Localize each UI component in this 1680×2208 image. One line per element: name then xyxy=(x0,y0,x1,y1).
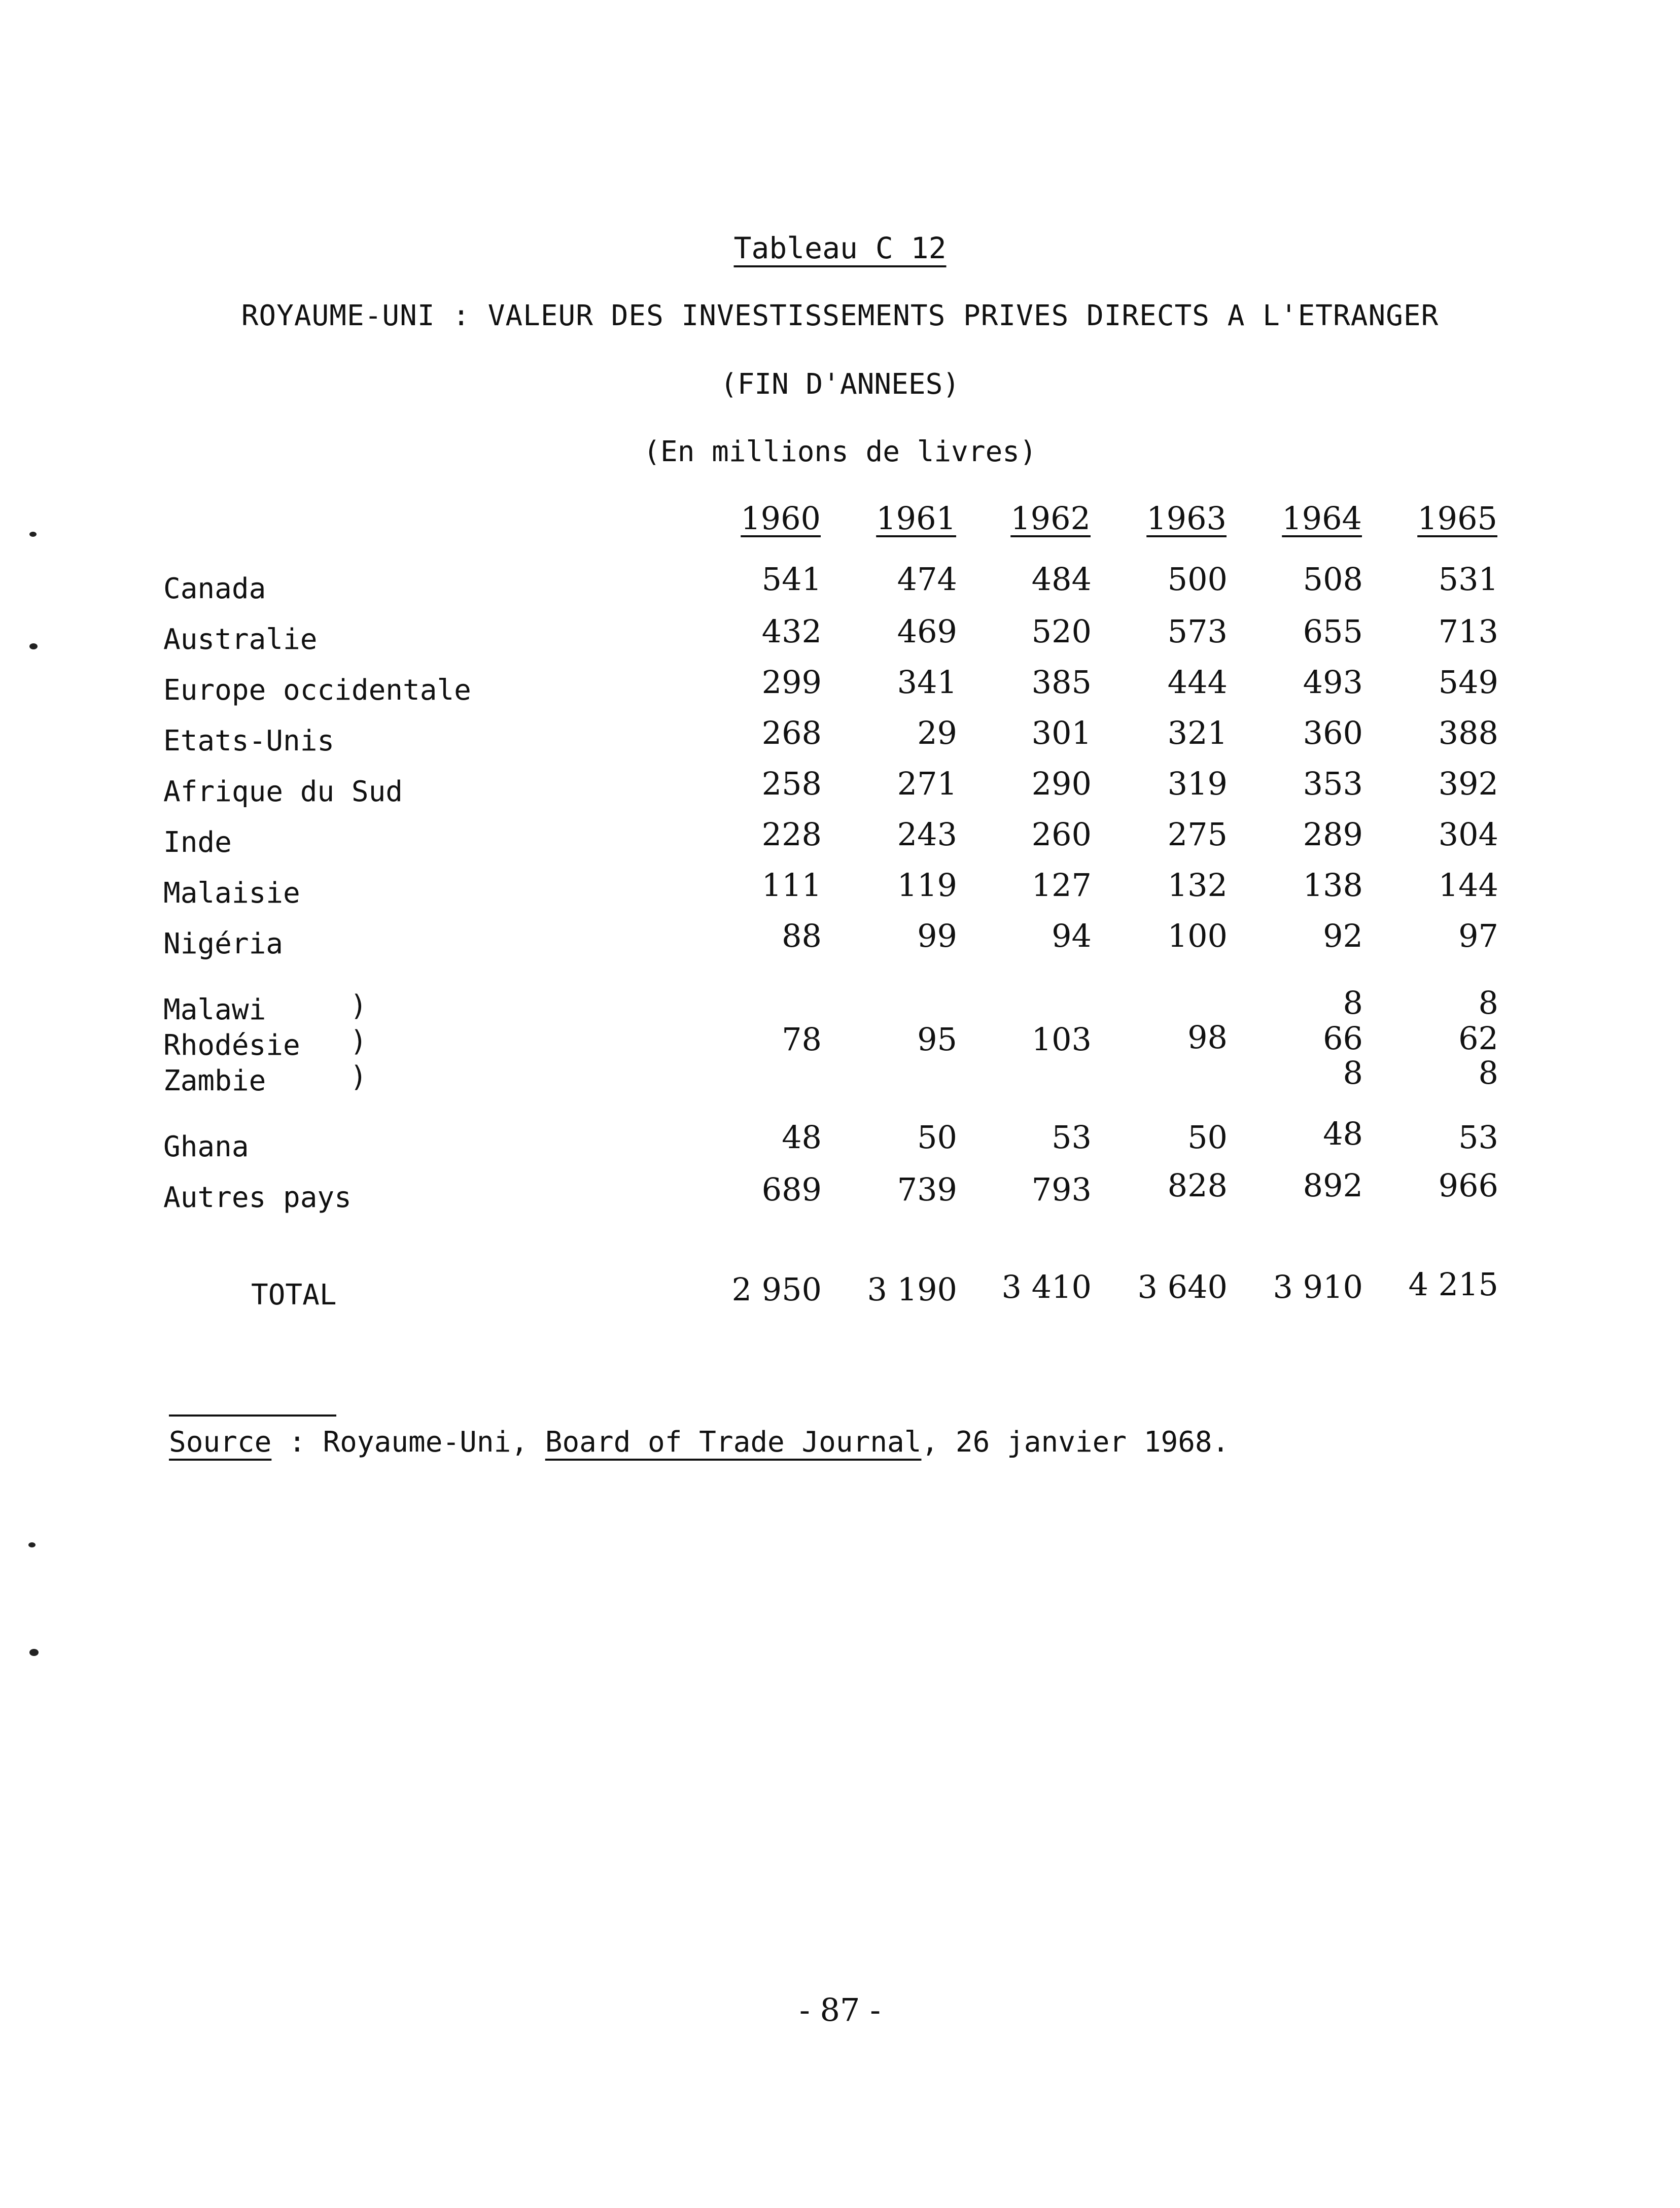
row-label-afrique-du-sud: Afrique du Sud xyxy=(163,775,403,808)
table-cell: 100 xyxy=(1167,917,1228,954)
table-cell: 360 xyxy=(1303,714,1363,751)
table-cell: 549 xyxy=(1438,664,1498,701)
table-cell: 966 xyxy=(1438,1167,1498,1204)
table-cell: 301 xyxy=(1031,714,1092,751)
table-cell: 290 xyxy=(1031,765,1092,802)
scan-mark xyxy=(29,1649,39,1656)
table-cell: 484 xyxy=(1031,561,1092,598)
table-cell: 385 xyxy=(1031,664,1092,701)
table-cell: 98 xyxy=(1187,1019,1228,1056)
table-cell: 228 xyxy=(761,816,822,853)
table-cell: 29 xyxy=(917,714,957,751)
table-cell: 271 xyxy=(897,765,957,802)
total-cell: 4 215 xyxy=(1408,1266,1498,1303)
table-cell: 103 xyxy=(1031,1021,1092,1058)
table-cell: 793 xyxy=(1031,1171,1092,1208)
total-cell: 3 910 xyxy=(1273,1268,1363,1305)
row-label-nigeria: Nigéria xyxy=(163,927,284,960)
row-label-ghana: Ghana xyxy=(163,1130,249,1163)
group-bracket: ) xyxy=(350,989,367,1022)
table-cell: 319 xyxy=(1167,765,1228,802)
table-cell: 444 xyxy=(1167,664,1228,701)
total-cell: 3 640 xyxy=(1137,1268,1228,1305)
table-cell: 8 xyxy=(1478,984,1498,1021)
source-publication: Board of Trade Journal xyxy=(545,1426,922,1459)
table-cell: 8 xyxy=(1343,1054,1363,1091)
table-cell: 500 xyxy=(1167,561,1228,598)
table-cell: 321 xyxy=(1167,714,1228,751)
source-note xyxy=(169,1426,1229,1459)
table-cell: 828 xyxy=(1167,1167,1228,1204)
table-cell: 573 xyxy=(1167,613,1228,650)
table-cell: 258 xyxy=(761,765,822,802)
table-cell: 739 xyxy=(897,1171,957,1208)
row-label-malaisie: Malaisie xyxy=(163,877,300,910)
table-period: (FIN D'ANNEES) xyxy=(720,368,960,401)
table-cell: 392 xyxy=(1438,765,1498,802)
year-header-1964: 1964 xyxy=(1282,500,1362,537)
year-header-1961: 1961 xyxy=(876,500,956,537)
table-cell: 268 xyxy=(761,714,822,751)
table-cell: 474 xyxy=(897,561,957,598)
table-cell: 53 xyxy=(1458,1119,1498,1156)
table-cell: 99 xyxy=(917,917,957,954)
row-label-australie: Australie xyxy=(163,623,318,656)
table-cell: 289 xyxy=(1303,816,1363,853)
table-cell: 541 xyxy=(761,561,822,598)
row-label-zambie: Zambie xyxy=(163,1064,266,1097)
page-number: - 87 - xyxy=(799,1991,881,2028)
table-cell: 62 xyxy=(1458,1020,1498,1057)
table-cell: 48 xyxy=(1323,1115,1363,1152)
row-label-inde: Inde xyxy=(163,826,232,859)
group-bracket: ) xyxy=(350,1060,367,1093)
total-label: TOTAL xyxy=(251,1279,337,1312)
table-cell: 520 xyxy=(1031,613,1092,650)
table-cell: 275 xyxy=(1167,816,1228,853)
table-cell: 97 xyxy=(1458,917,1498,954)
table-cell: 260 xyxy=(1031,816,1092,853)
table-cell: 353 xyxy=(1303,765,1363,802)
year-header-1960: 1960 xyxy=(741,500,821,537)
table-cell: 50 xyxy=(917,1119,957,1156)
total-cell: 3 410 xyxy=(1001,1268,1092,1305)
table-cell: 299 xyxy=(761,664,822,701)
table-cell: 508 xyxy=(1303,561,1363,598)
row-label-rhodesie: Rhodésie xyxy=(163,1029,300,1062)
table-cell: 48 xyxy=(782,1119,822,1156)
table-cell: 8 xyxy=(1478,1054,1498,1091)
table-cell: 95 xyxy=(917,1021,957,1058)
table-cell: 94 xyxy=(1052,917,1092,954)
table-cell: 8 xyxy=(1343,984,1363,1021)
table-cell: 243 xyxy=(897,816,957,853)
table-unit: (En millions de livres) xyxy=(643,435,1037,468)
scan-mark xyxy=(28,1542,36,1547)
source-date: , 26 janvier 1968. xyxy=(921,1426,1230,1459)
table-cell: 531 xyxy=(1438,561,1498,598)
table-cell: 138 xyxy=(1303,867,1363,904)
source-country: : Royaume-Uni, xyxy=(271,1426,545,1459)
table-cell: 88 xyxy=(782,917,822,954)
table-cell: 892 xyxy=(1303,1167,1363,1204)
table-cell: 127 xyxy=(1031,867,1092,904)
table-cell: 689 xyxy=(761,1171,822,1208)
year-header-1963: 1963 xyxy=(1146,500,1227,537)
group-bracket: ) xyxy=(350,1025,367,1058)
total-cell: 3 190 xyxy=(867,1271,957,1308)
table-subtitle: ROYAUME-UNI : VALEUR DES INVESTISSEMENTS PRIVES DIRECTS A L'ETRANGER xyxy=(241,299,1439,332)
scan-mark xyxy=(29,643,38,649)
table-cell: 493 xyxy=(1303,664,1363,701)
row-label-canada: Canada xyxy=(163,572,266,605)
row-label-malawi: Malawi xyxy=(163,993,266,1026)
row-label-europe-occidentale: Europe occidentale xyxy=(163,674,471,707)
row-label-autres-pays: Autres pays xyxy=(163,1181,352,1214)
table-cell: 66 xyxy=(1323,1020,1363,1057)
table-cell: 469 xyxy=(897,613,957,650)
table-cell: 432 xyxy=(761,613,822,650)
footnote-rule xyxy=(169,1414,336,1417)
year-header-1965: 1965 xyxy=(1417,500,1497,537)
row-label-etats-unis: Etats-Unis xyxy=(163,724,335,757)
table-cell: 144 xyxy=(1438,867,1498,904)
table-cell: 304 xyxy=(1438,816,1498,853)
year-header-1962: 1962 xyxy=(1010,500,1091,537)
table-cell: 78 xyxy=(782,1021,822,1058)
table-title: Tableau C 12 xyxy=(733,231,947,265)
table-cell: 388 xyxy=(1438,714,1498,751)
table-cell: 92 xyxy=(1323,917,1363,954)
table-cell: 119 xyxy=(897,867,957,904)
source-label: Source xyxy=(169,1426,272,1459)
scan-mark xyxy=(29,532,37,537)
table-cell: 655 xyxy=(1303,613,1363,650)
table-cell: 713 xyxy=(1438,613,1498,650)
table-cell: 53 xyxy=(1052,1119,1092,1156)
table-cell: 111 xyxy=(761,867,822,904)
total-cell: 2 950 xyxy=(731,1271,822,1308)
table-cell: 341 xyxy=(897,664,957,701)
table-cell: 50 xyxy=(1187,1119,1228,1156)
table-cell: 132 xyxy=(1167,867,1228,904)
